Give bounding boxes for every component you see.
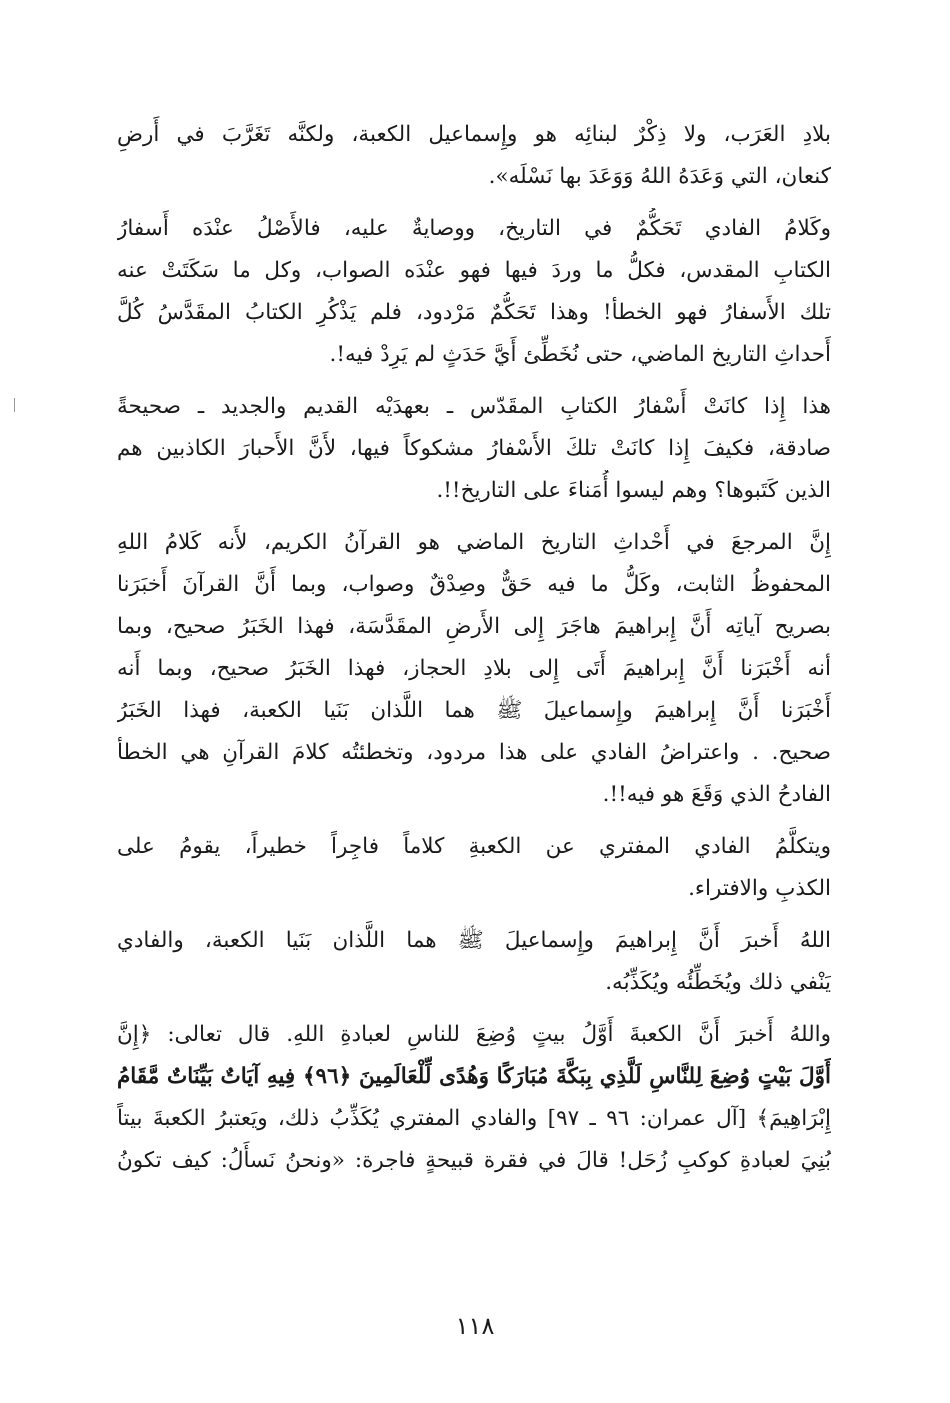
text-line: كنعان، التي وَعَدَهُ اللهُ وَوَعَدَ بها نَسْلَه».: [488, 164, 831, 189]
paragraph-4: [117, 522, 831, 816]
scan-edge-mark: [14, 398, 15, 412]
text-line: بُنِيَ لعبادةِ كوكبِ زُحَل! قالَ في فقرة قبيحةٍ فاجرة: «ونحنُ نَسأَلُ: كيف تكونُ: [117, 1148, 831, 1173]
text-line: إِنَّ المرجعَ في أَحْداثِ التاريخ الماضي هو القرآنُ الكريم، لأَنه كَلامُ اللهِ: [117, 530, 831, 555]
paragraph-5: [117, 826, 831, 910]
text-line: الفادحُ الذي وَقَعَ هو فيه!!.: [602, 782, 831, 807]
text-line: واللهُ أَخبرَ أَنَّ الكعبةَ أَوَّلُ بيتٍ وُضِعَ للناسِ لعبادةِ اللهِ. قال تعالى: ﴿إِنَّ: [117, 1022, 831, 1047]
text-line: أنه أَخْبَرَنا أَنَّ إِبراهيمَ أَتَى إِلى بلادِ الحجاز، فهذا الخَبَرُ صحيح، وبما أَنه: [117, 656, 831, 681]
text-line: صادقة، فكيفَ إِذا كانَتْ تلكَ الأَسْفارُ مشكوكاً فيها، لأَنَّ الأَحبارَ الكاذبين هم: [117, 436, 831, 461]
text-line: اللهُ أَخبرَ أَنَّ إِبراهيمَ وإِسماعيلَ ﷺ هما اللَّذان بَنَيا الكعبة، والفادي: [117, 928, 831, 953]
text-line: يَنْفي ذلك ويُخَطِّئُه ويُكَذِّبُه.: [605, 970, 831, 995]
text-line: الكذبِ والافتراء.: [688, 876, 831, 901]
text-line: أَحداثِ التاريخ الماضي، حتى نُخَطِّئ أَيَّ حَدَثٍ لم يَرِدْ فيه!.: [329, 342, 831, 367]
text-line: بصريح آياتِه أَنَّ إِبراهيمَ هاجَرَ إِلى الأَرضِ المقَدَّسَة، فهذا الخَبَرُ صحيح، وبما: [117, 614, 831, 639]
text-line: تلك الأَسفارُ فهو الخطأ! وهذا تَحَكُّمٌ مَرْدود، فلم يَذْكُرِ الكتابُ المقَدَّسُ كُلَّ: [117, 300, 831, 325]
text-line: أَخْبَرَنا أَنَّ إِبراهيمَ وإِسماعيلَ ﷺ هما اللَّذان بَنَيا الكعبة، فهذا الخَبَرُ: [117, 698, 831, 723]
text-line: الذين كَتَبوها؟ وهم ليسوا أُمَناءَ على التاريخ!!.: [436, 478, 831, 503]
text-line: ويتكلَّمُ الفادي المفتري عن الكعبةِ كلاماً فاجِراً خطيراً، يقومُ على: [117, 834, 831, 859]
quran-verse-line: أَوَّلَ بَيْتٍ وُضِعَ لِلنَّاسِ لَلَّذِي بِبَكَّةَ مُبَارَكًا وَهُدًى لِّلْعَالَمِينَ ﴿٩٦﴾ فِيهِ آيَاتٌ بَيِّنَاتٌ مَّقَامُ: [117, 1064, 831, 1089]
paragraph-3: [117, 386, 831, 512]
text-line: إِبْرَاهِيمَ﴾ [آل عمران: ٩٦ ـ ٩٧] والفادي المفتري يُكَذِّبُ ذلك، ويَعتبرُ الكعبةَ بيتاً: [117, 1106, 831, 1131]
text-line: صحيح. . واعتراضُ الفادي على هذا مردود، وتخطئتُه كلامَ القرآنِ هي الخطأ: [117, 740, 831, 765]
page-number: ١١٨: [455, 1312, 495, 1340]
paragraph-7: [117, 1014, 831, 1182]
paragraph-1: [117, 114, 831, 198]
text-line: هذا إِذا كانَتْ أَسْفارُ الكتابِ المقَدّس ـ بعهدَيْه القديم والجديد ـ صحيحةً: [117, 394, 831, 419]
text-line: وكَلامُ الفادي تَحَكُّمٌ في التاريخ، ووصايةٌ عليه، فالأَصْلُ عنْدَه أَسفارُ: [117, 216, 831, 241]
page-body: [117, 114, 831, 1192]
paragraph-2: [117, 208, 831, 376]
text-line: المحفوظُ الثابت، وكَلُّ ما فيه حَقٌّ وصِدْقٌ وصواب، وبما أَنَّ القرآنَ أَخبَرَنا: [117, 572, 831, 597]
text-line: بلادِ العَرَب، ولا ذِكْرٌ لبنائِه هو وإِسماعيل الكعبة، ولكنَّه تَغَرَّبَ في أَرضِ: [117, 122, 831, 147]
text-line: الكتابِ المقدس، فكلُّ ما وردَ فيها فهو عنْدَه الصواب، وكل ما سَكَتَتْ عنه: [117, 258, 831, 283]
paragraph-6: [117, 920, 831, 1004]
